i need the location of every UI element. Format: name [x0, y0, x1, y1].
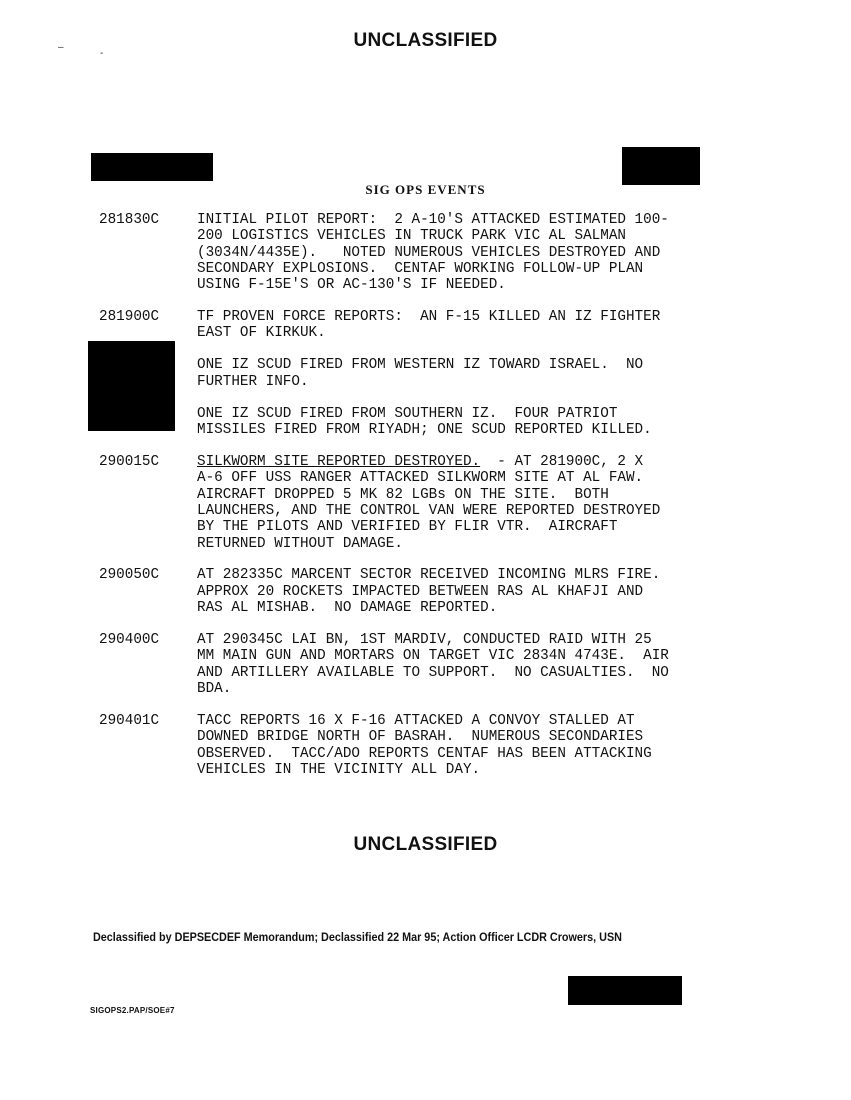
event-headline: SILKWORM SITE REPORTED DESTROYED.: [197, 454, 481, 471]
event-time: [99, 357, 197, 390]
event-text: [197, 632, 759, 697]
event-text: [197, 454, 759, 552]
event-entry: [99, 567, 759, 616]
event-text: [197, 567, 759, 616]
event-line: BDA.: [197, 680, 232, 697]
event-line: VEHICLES IN THE VICINITY ALL DAY.: [197, 761, 481, 778]
event-line: ONE IZ SCUD FIRED FROM SOUTHERN IZ. FOUR PATRIOT: [197, 405, 618, 422]
event-line: RETURNED WITHOUT DAMAGE.: [197, 535, 403, 552]
redaction-block: [622, 147, 700, 185]
event-text: [197, 309, 759, 342]
event-line: INITIAL PILOT REPORT: 2 A-10'S ATTACKED ESTIMATED 100-: [197, 212, 669, 228]
event-time: 281830C: [99, 212, 160, 228]
event-line: APPROX 20 ROCKETS IMPACTED BETWEEN RAS AL KHAFJI AND: [197, 583, 644, 600]
event-log: [99, 212, 759, 794]
event-line: AT 282335C MARCENT SECTOR RECEIVED INCOMING MLRS FIRE.: [197, 567, 661, 584]
file-reference: SIGOPS2.PAP/SOE#7: [90, 1006, 175, 1015]
event-time: 290015C: [99, 454, 160, 471]
scan-mark: -: [100, 48, 104, 59]
event-line: TACC REPORTS 16 X F-16 ATTACKED A CONVOY STALLED AT: [197, 712, 635, 729]
event-entry: [99, 309, 759, 342]
event-line: OBSERVED. TACC/ADO REPORTS CENTAF HAS BEEN ATTACKING: [197, 745, 652, 762]
scan-mark: –: [58, 42, 64, 53]
redaction-block: [568, 976, 682, 1005]
event-line: A-6 OFF USS RANGER ATTACKED SILKWORM SITE AT AL FAW.: [197, 470, 644, 487]
event-line: AT 290345C LAI BN, 1ST MARDIV, CONDUCTED RAID WITH 25: [197, 632, 652, 649]
event-line: FURTHER INFO.: [197, 373, 309, 390]
event-line: MM MAIN GUN AND MORTARS ON TARGET VIC 2834N 4743E. AIR: [197, 648, 669, 665]
event-time: [99, 406, 197, 439]
event-time: 290400C: [99, 632, 160, 649]
event-line: LAUNCHERS, AND THE CONTROL VAN WERE REPORTED DESTROYED: [197, 502, 661, 519]
declassification-note: Declassified by DEPSECDEF Memorandum; Declassified 22 Mar 95; Action Officer LCDR Crowers, USN: [93, 930, 622, 944]
event-time: 290050C: [99, 567, 160, 584]
event-line: EAST OF KIRKUK.: [197, 325, 326, 342]
event-line: 200 LOGISTICS VEHICLES IN TRUCK PARK VIC AL SALMAN: [197, 228, 626, 245]
event-line: MISSILES FIRED FROM RIYADH; ONE SCUD REPORTED KILLED.: [197, 422, 652, 439]
event-time: 281900C: [99, 309, 160, 326]
event-entry: [99, 212, 759, 293]
event-line: (3034N/4435E). NOTED NUMEROUS VEHICLES DESTROYED AND: [197, 244, 661, 261]
event-line: DOWNED BRIDGE NORTH OF BASRAH. NUMEROUS SECONDARIES: [197, 729, 644, 746]
event-line: TF PROVEN FORCE REPORTS: AN F-15 KILLED AN IZ FIGHTER: [197, 309, 661, 326]
event-line-rest: - AT 281900C, 2 X: [480, 454, 644, 471]
redaction-block: [91, 153, 213, 181]
event-text: [197, 406, 759, 439]
event-text: [197, 357, 759, 390]
event-line: AND ARTILLERY AVAILABLE TO SUPPORT. NO CASUALTIES. NO: [197, 664, 669, 681]
event-text: [197, 212, 759, 293]
classification-banner-top: UNCLASSIFIED: [353, 30, 498, 51]
event-line: USING F-15E'S OR AC-130'S IF NEEDED.: [197, 277, 506, 294]
event-line: RAS AL MISHAB. NO DAMAGE REPORTED.: [197, 600, 498, 617]
event-line: SECONDARY EXPLOSIONS. CENTAF WORKING FOLLOW-UP PLAN: [197, 260, 644, 277]
event-time: 290401C: [99, 712, 160, 729]
event-line: BY THE PILOTS AND VERIFIED BY FLIR VTR. AIRCRAFT: [197, 519, 618, 536]
event-line: [197, 454, 759, 470]
classification-banner-bottom: UNCLASSIFIED: [353, 834, 498, 855]
event-entry: [99, 406, 759, 439]
event-text: [197, 713, 759, 778]
event-entry: [99, 454, 759, 552]
event-entry: [99, 632, 759, 697]
document-heading: SIG OPS EVENTS: [365, 182, 486, 197]
event-line: ONE IZ SCUD FIRED FROM WESTERN IZ TOWARD ISRAEL. NO: [197, 357, 644, 374]
event-line: AIRCRAFT DROPPED 5 MK 82 LGBs ON THE SITE. BOTH: [197, 486, 609, 503]
event-entry: [99, 357, 759, 390]
event-entry: [99, 713, 759, 778]
